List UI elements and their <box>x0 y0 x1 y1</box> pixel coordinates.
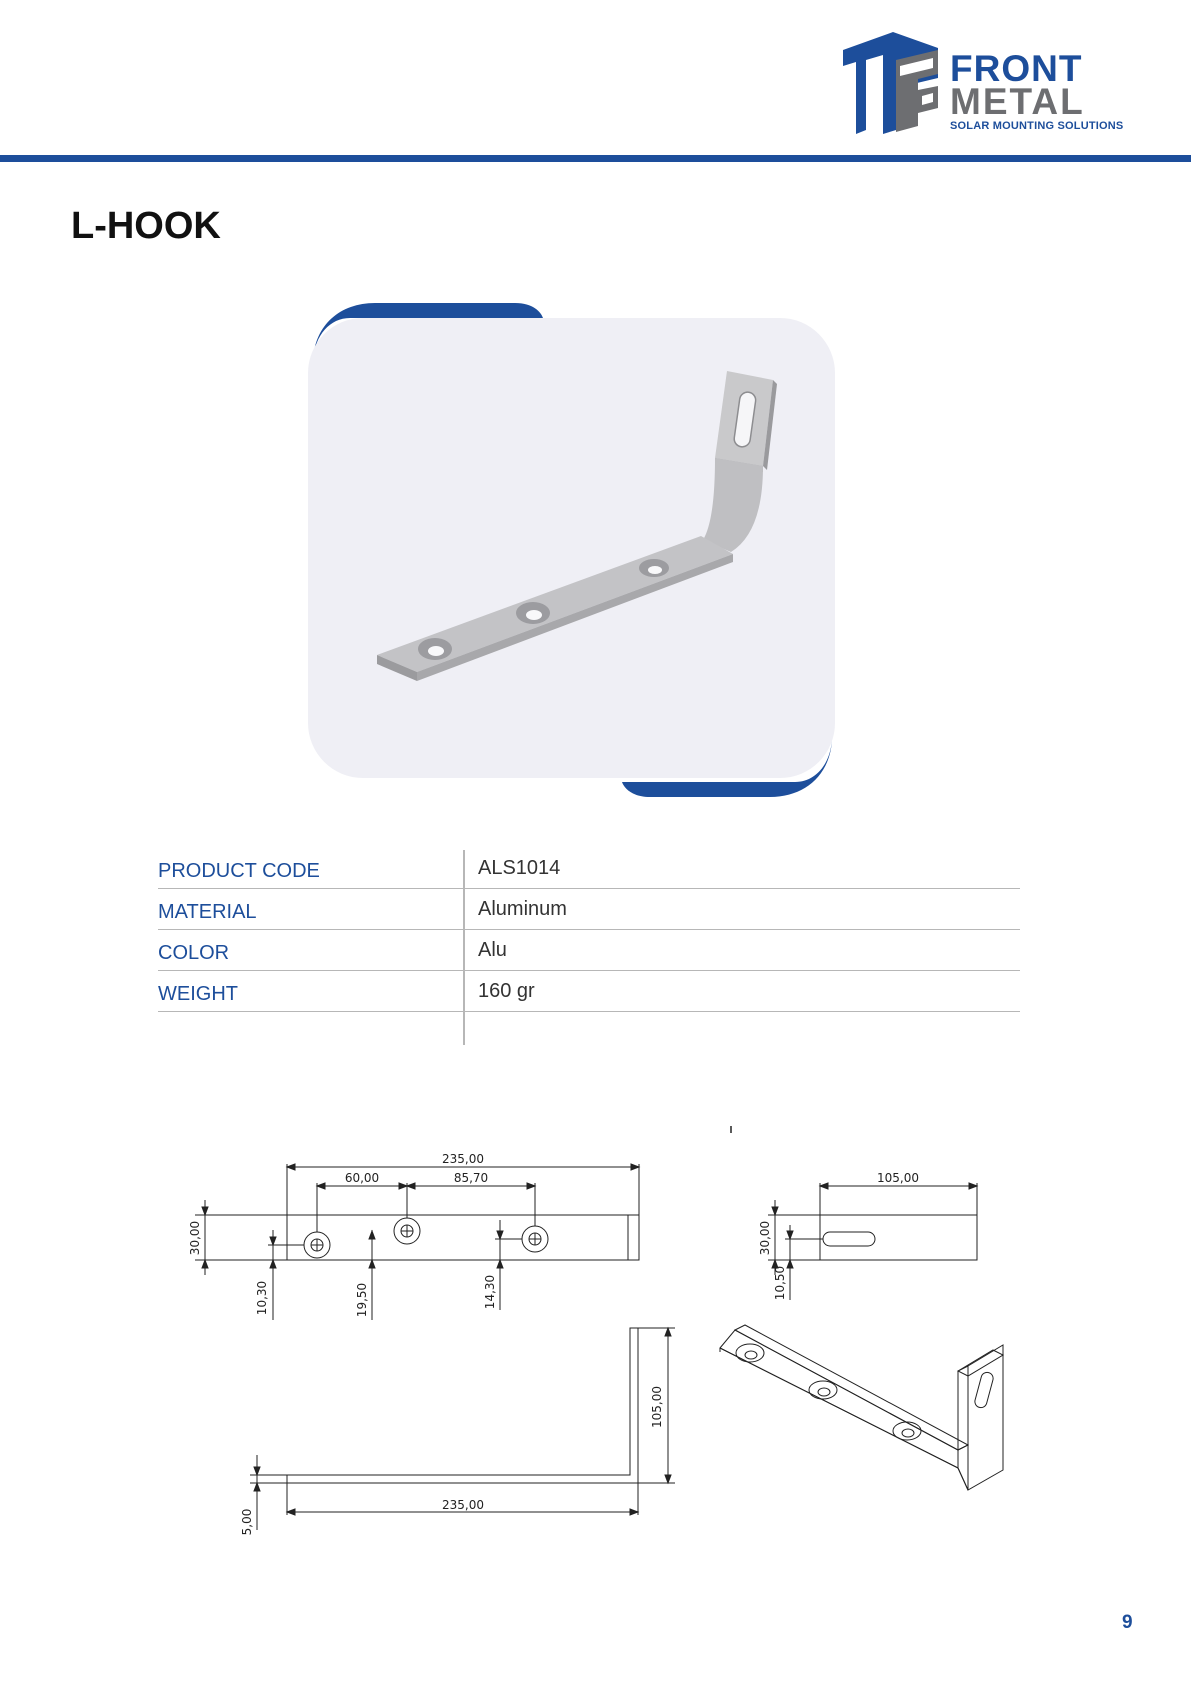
spec-label: MATERIAL <box>158 901 257 923</box>
spec-row-weight <box>158 971 1020 1012</box>
product-photo-frame <box>305 300 840 800</box>
dim-end-length: 105,00 <box>877 1171 919 1185</box>
page-title: L-HOOK <box>71 205 221 247</box>
side-view-drawing <box>240 1328 675 1535</box>
spec-row-product-code <box>158 848 1020 889</box>
spec-column-divider <box>463 850 465 1045</box>
logo-front-text: FRONT <box>950 48 1083 89</box>
dim-thickness: 5,00 <box>240 1508 254 1536</box>
spec-label: PRODUCT CODE <box>158 860 320 882</box>
dim-slot-offset: 10,50 <box>773 1265 787 1301</box>
logo-metal-text: METAL <box>950 81 1085 122</box>
spec-value: Aluminum <box>478 898 567 920</box>
isometric-view-drawing <box>720 1325 1003 1490</box>
spec-value: 160 gr <box>478 980 535 1002</box>
front-metal-logo <box>838 30 1138 140</box>
dim-hole-offset-1: 10,30 <box>255 1280 269 1316</box>
spec-label: WEIGHT <box>158 983 238 1005</box>
end-view-drawing <box>758 1171 977 1300</box>
dim-end-width: 30,00 <box>758 1220 772 1256</box>
spec-row-material <box>158 889 1020 930</box>
top-view-drawing <box>188 1152 639 1320</box>
header-rule <box>0 155 1191 162</box>
spec-row-color <box>158 930 1020 971</box>
end-view-labels <box>758 1171 919 1300</box>
spec-value: Alu <box>478 939 507 961</box>
page-number: 9 <box>1122 1612 1133 1633</box>
side-view-labels <box>240 1386 664 1535</box>
dim-overall-length: 235,00 <box>442 1152 484 1166</box>
dim-hole-spacing-1: 60,00 <box>344 1171 380 1185</box>
logo-tagline: SOLAR MOUNTING SOLUTIONS <box>950 120 1124 132</box>
top-view-labels <box>188 1152 497 1317</box>
technical-drawing <box>0 1120 1191 1550</box>
dim-hole-spacing-2: 85,70 <box>453 1171 489 1185</box>
dim-width: 30,00 <box>188 1220 202 1256</box>
front-metal-logo-mark-icon <box>838 30 943 140</box>
dim-side-height: 105,00 <box>650 1386 664 1428</box>
spec-value: ALS1014 <box>478 857 561 879</box>
dim-hole-offset-3: 14,30 <box>483 1274 497 1310</box>
dim-side-length: 235,00 <box>442 1498 484 1512</box>
spec-table <box>158 848 1020 1012</box>
spec-label: COLOR <box>158 942 230 964</box>
dim-hole-offset-2: 19,50 <box>355 1282 369 1318</box>
